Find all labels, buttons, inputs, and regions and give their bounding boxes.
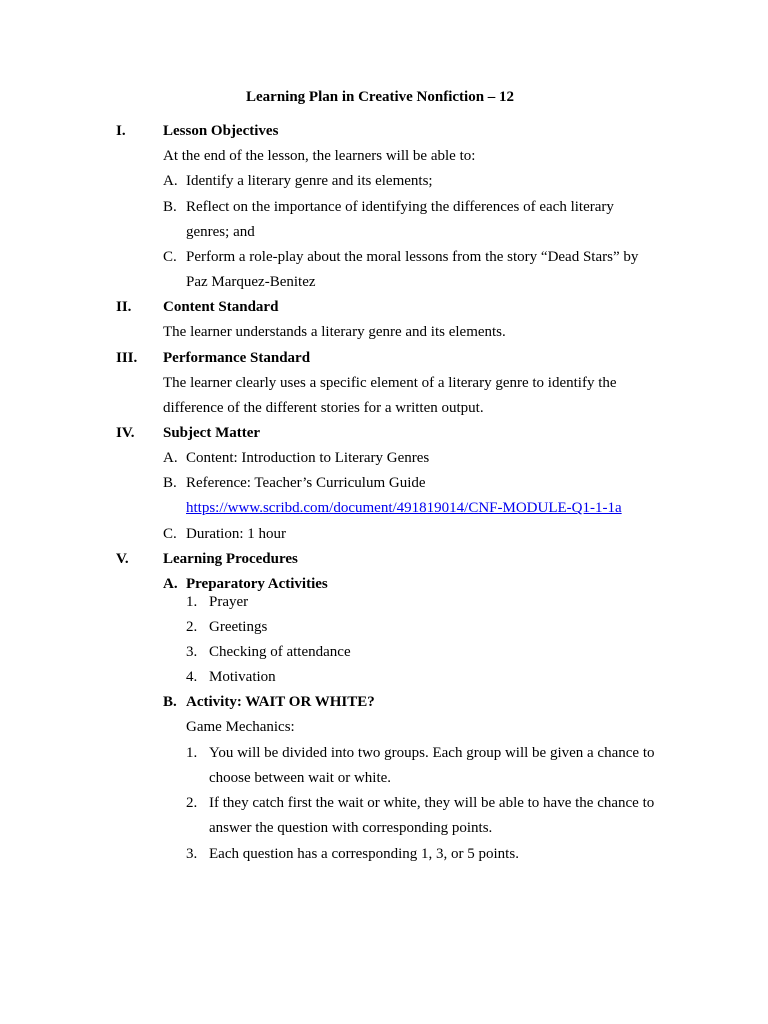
list-marker: 3. <box>186 644 198 660</box>
list-marker: C. <box>163 526 177 542</box>
section-numeral: IV. <box>116 425 135 441</box>
section-heading-lesson-objectives: Lesson Objectives <box>163 123 279 139</box>
objective-item-text: Perform a role-play about the moral lessons from the story “Dead Stars” by <box>186 249 639 265</box>
preparatory-item-text: Prayer <box>209 594 249 610</box>
reference-link[interactable]: https://www.scribd.com/document/491819014/CNF-MODULE-Q1-1-1a <box>186 500 622 516</box>
list-marker: A. <box>163 173 178 189</box>
objective-item-text: genres; and <box>186 224 255 240</box>
list-marker: C. <box>163 249 177 265</box>
list-marker: B. <box>163 199 177 215</box>
content-standard-text: The learner understands a literary genre and its elements. <box>163 324 506 340</box>
list-marker: 2. <box>186 795 198 811</box>
preparatory-item-text: Greetings <box>209 619 268 635</box>
document-title: Learning Plan in Creative Nonfiction – 12 <box>246 89 515 105</box>
performance-standard-text: The learner clearly uses a specific element of a literary genre to identify the <box>163 375 617 391</box>
list-marker: 1. <box>186 594 198 610</box>
preparatory-item-text: Checking of attendance <box>209 644 351 660</box>
performance-standard-text: difference of the different stories for a written output. <box>163 400 484 416</box>
mechanic-item-text: If they catch first the wait or white, they will be able to have the chance to <box>209 795 655 811</box>
list-marker: A. <box>163 450 178 466</box>
section-heading-performance-standard: Performance Standard <box>163 350 311 366</box>
section-heading-subject-matter: Subject Matter <box>163 425 261 441</box>
subject-duration-text: Duration: 1 hour <box>186 526 286 542</box>
section-heading-content-standard: Content Standard <box>163 299 279 315</box>
mechanic-item-text: You will be divided into two groups. Each group will be given a chance to <box>209 745 655 761</box>
list-marker: B. <box>163 694 177 710</box>
subheading-preparatory-activities: Preparatory Activities <box>186 576 328 592</box>
preparatory-item-text: Motivation <box>209 669 276 685</box>
objectives-intro: At the end of the lesson, the learners will be able to: <box>163 148 476 164</box>
section-numeral: III. <box>116 350 138 366</box>
list-marker: 4. <box>186 669 198 685</box>
game-mechanics-intro: Game Mechanics: <box>186 719 295 735</box>
list-marker: 2. <box>186 619 198 635</box>
mechanic-item-text: choose between wait or white. <box>209 770 392 786</box>
list-marker: 3. <box>186 846 198 862</box>
section-numeral: II. <box>116 299 132 315</box>
subheading-activity: Activity: WAIT OR WHITE? <box>186 694 375 710</box>
list-marker: 1. <box>186 745 198 761</box>
list-marker: A. <box>163 576 178 592</box>
section-numeral: V. <box>116 551 129 567</box>
section-numeral: I. <box>116 123 126 139</box>
section-heading-learning-procedures: Learning Procedures <box>163 551 298 567</box>
objective-item-text: Identify a literary genre and its elements; <box>186 173 433 189</box>
objective-item-text: Paz Marquez-Benitez <box>186 274 316 290</box>
mechanic-item-text: answer the question with corresponding points. <box>209 820 493 836</box>
subject-content-text: Content: Introduction to Literary Genres <box>186 450 430 466</box>
objective-item-text: Reflect on the importance of identifying the differences of each literary <box>186 199 614 215</box>
mechanic-item-text: Each question has a corresponding 1, 3, or 5 points. <box>209 846 519 862</box>
list-marker: B. <box>163 475 177 491</box>
subject-reference-text: Reference: Teacher’s Curriculum Guide <box>186 475 426 491</box>
